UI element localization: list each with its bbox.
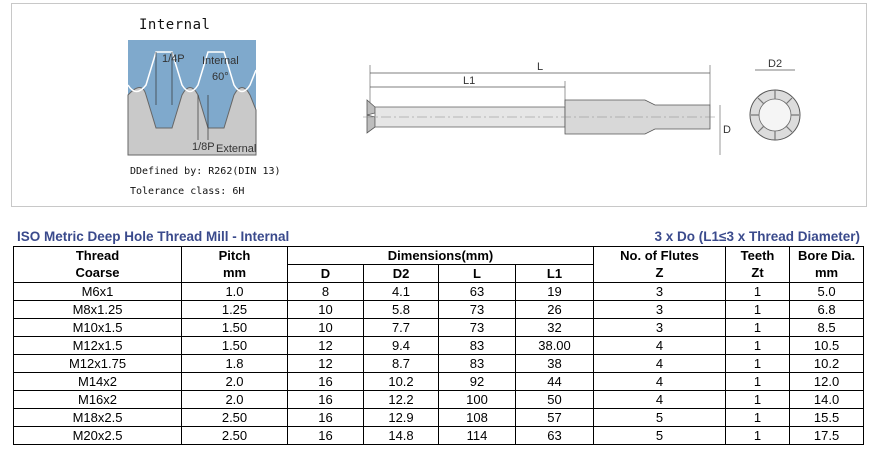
cell-bore: 5.0 xyxy=(790,283,864,301)
cell-l1: 32 xyxy=(516,319,594,337)
internal-label: Internal xyxy=(202,55,239,67)
cell-flutes: 3 xyxy=(594,319,726,337)
header-thread: Thread xyxy=(14,247,182,265)
subheader-pitch-unit: mm xyxy=(182,265,288,283)
header-bore: Bore Dia. xyxy=(790,247,864,265)
cell-d2: 8.7 xyxy=(364,355,439,373)
cell-pitch: 1.50 xyxy=(182,337,288,355)
cell-flutes: 5 xyxy=(594,427,726,445)
cell-d: 10 xyxy=(288,319,364,337)
table-row xyxy=(14,409,864,427)
cell-thread: M12x1.75 xyxy=(14,355,182,373)
table-row xyxy=(14,319,864,337)
cell-l: 108 xyxy=(439,409,516,427)
cell-teeth: 1 xyxy=(726,427,790,445)
cell-l1: 44 xyxy=(516,373,594,391)
cell-l1: 38.00 xyxy=(516,337,594,355)
cell-d: 16 xyxy=(288,409,364,427)
tool-end-view xyxy=(740,55,810,160)
cell-teeth: 1 xyxy=(726,283,790,301)
header-pitch: Pitch xyxy=(182,247,288,265)
cell-l1: 19 xyxy=(516,283,594,301)
cell-l: 73 xyxy=(439,319,516,337)
cell-teeth: 1 xyxy=(726,391,790,409)
cell-l: 63 xyxy=(439,283,516,301)
cell-l1: 63 xyxy=(516,427,594,445)
cell-d2: 12.9 xyxy=(364,409,439,427)
cell-pitch: 1.8 xyxy=(182,355,288,373)
cell-pitch: 1.0 xyxy=(182,283,288,301)
table-header-row xyxy=(14,247,864,265)
cell-d: 16 xyxy=(288,373,364,391)
cell-flutes: 4 xyxy=(594,391,726,409)
cell-d2: 9.4 xyxy=(364,337,439,355)
cell-d: 10 xyxy=(288,301,364,319)
cell-d2: 14.8 xyxy=(364,427,439,445)
subheader-l: L xyxy=(439,265,516,283)
cell-d: 16 xyxy=(288,427,364,445)
cell-bore: 15.5 xyxy=(790,409,864,427)
table-row xyxy=(14,337,864,355)
standard-note: DDefined by: R262(DIN 13) xyxy=(130,166,281,177)
cell-l1: 50 xyxy=(516,391,594,409)
cell-thread: M6x1 xyxy=(14,283,182,301)
cell-pitch: 2.50 xyxy=(182,427,288,445)
table-row xyxy=(14,283,864,301)
cell-d: 12 xyxy=(288,337,364,355)
dimension-l1-label: L1 xyxy=(463,75,476,87)
table-row xyxy=(14,301,864,319)
cell-flutes: 5 xyxy=(594,409,726,427)
cell-thread: M14x2 xyxy=(14,373,182,391)
cell-d2: 12.2 xyxy=(364,391,439,409)
cell-l: 114 xyxy=(439,427,516,445)
dimension-l-label: L xyxy=(537,61,544,73)
cell-l: 83 xyxy=(439,355,516,373)
cell-d2: 7.7 xyxy=(364,319,439,337)
subheader-z: Z xyxy=(594,265,726,283)
header-dimensions: Dimensions(mm) xyxy=(288,247,594,265)
quarter-pitch-label: 1/4P xyxy=(162,53,185,65)
cell-d: 8 xyxy=(288,283,364,301)
cell-teeth: 1 xyxy=(726,337,790,355)
cell-l1: 38 xyxy=(516,355,594,373)
tolerance-note: Tolerance class: 6H xyxy=(130,186,245,197)
table-row xyxy=(14,391,864,409)
header-flutes: No. of Flutes xyxy=(594,247,726,265)
cell-d: 16 xyxy=(288,391,364,409)
subheader-d: D xyxy=(288,265,364,283)
cell-flutes: 4 xyxy=(594,373,726,391)
cell-l1: 57 xyxy=(516,409,594,427)
table-body xyxy=(14,283,864,445)
cell-pitch: 2.50 xyxy=(182,409,288,427)
subheader-coarse: Coarse xyxy=(14,265,182,283)
cell-thread: M8x1.25 xyxy=(14,301,182,319)
cell-l: 83 xyxy=(439,337,516,355)
table-title: ISO Metric Deep Hole Thread Mill - Internal xyxy=(17,229,290,244)
cell-l: 73 xyxy=(439,301,516,319)
thread-profile-diagram xyxy=(128,40,256,155)
cell-flutes: 3 xyxy=(594,283,726,301)
cell-d: 12 xyxy=(288,355,364,373)
table-subheader-row xyxy=(14,265,864,283)
external-label: External xyxy=(216,143,257,155)
cell-pitch: 1.25 xyxy=(182,301,288,319)
cell-bore: 10.2 xyxy=(790,355,864,373)
cell-teeth: 1 xyxy=(726,373,790,391)
cell-thread: M12x1.5 xyxy=(14,337,182,355)
cell-thread: M10x1.5 xyxy=(14,319,182,337)
header-teeth: Teeth xyxy=(726,247,790,265)
table-subtitle: 3 x Do (L1≤3 x Thread Diameter) xyxy=(654,229,860,244)
table-row xyxy=(14,427,864,445)
cell-flutes: 4 xyxy=(594,337,726,355)
cell-d2: 5.8 xyxy=(364,301,439,319)
cell-pitch: 2.0 xyxy=(182,391,288,409)
cell-thread: M16x2 xyxy=(14,391,182,409)
table-row xyxy=(14,373,864,391)
cell-bore: 17.5 xyxy=(790,427,864,445)
cell-d2: 4.1 xyxy=(364,283,439,301)
eighth-pitch-label: 1/8P xyxy=(192,141,215,153)
cell-flutes: 3 xyxy=(594,301,726,319)
cell-pitch: 1.50 xyxy=(182,319,288,337)
cell-thread: M20x2.5 xyxy=(14,427,182,445)
table-row xyxy=(14,355,864,373)
profile-title: Internal xyxy=(139,17,211,33)
cell-thread: M18x2.5 xyxy=(14,409,182,427)
cell-bore: 14.0 xyxy=(790,391,864,409)
subheader-zt: Zt xyxy=(726,265,790,283)
tool-cutting-head xyxy=(367,100,375,133)
dimension-d-label: D xyxy=(723,124,731,136)
thread-mill-spec-table xyxy=(13,246,864,445)
cell-teeth: 1 xyxy=(726,301,790,319)
thread-mill-drawing xyxy=(355,55,731,170)
cell-l: 92 xyxy=(439,373,516,391)
subheader-bore-unit: mm xyxy=(790,265,864,283)
cell-l1: 26 xyxy=(516,301,594,319)
cell-l: 100 xyxy=(439,391,516,409)
cell-bore: 12.0 xyxy=(790,373,864,391)
cell-teeth: 1 xyxy=(726,355,790,373)
angle-label: 60° xyxy=(212,71,229,83)
subheader-d2: D2 xyxy=(364,265,439,283)
subheader-l1: L1 xyxy=(516,265,594,283)
cell-bore: 6.8 xyxy=(790,301,864,319)
cell-bore: 10.5 xyxy=(790,337,864,355)
cell-teeth: 1 xyxy=(726,319,790,337)
cell-bore: 8.5 xyxy=(790,319,864,337)
cell-pitch: 2.0 xyxy=(182,373,288,391)
dimension-d2-label: D2 xyxy=(768,58,783,70)
cell-d2: 10.2 xyxy=(364,373,439,391)
cell-teeth: 1 xyxy=(726,409,790,427)
cell-flutes: 4 xyxy=(594,355,726,373)
